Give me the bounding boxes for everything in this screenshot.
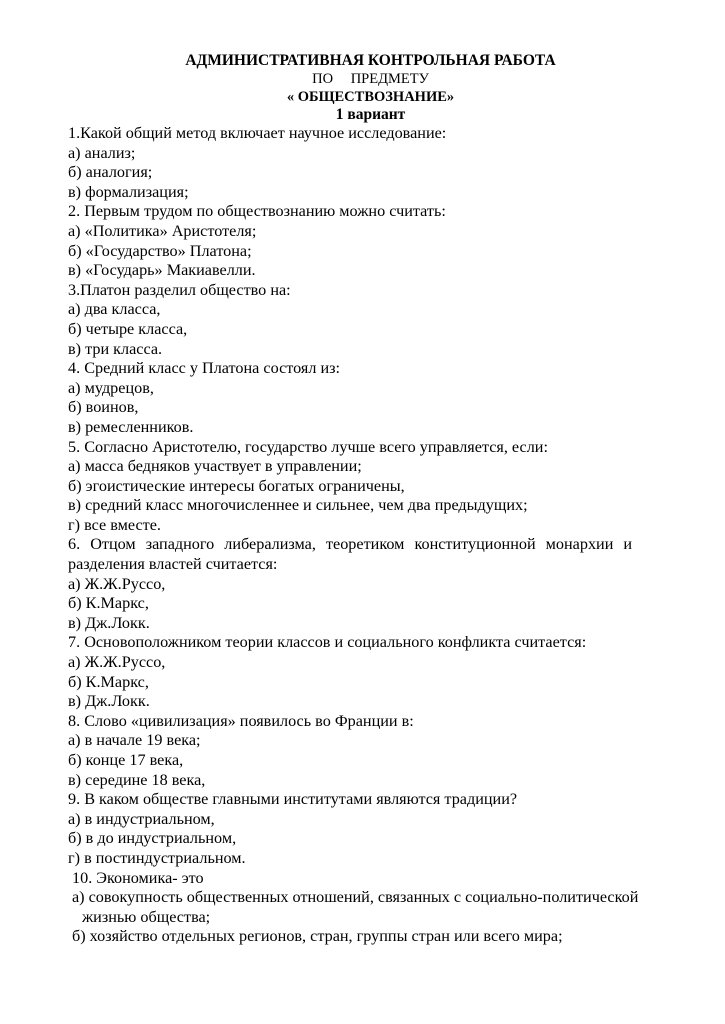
question-1: 1.Какой общий метод включает научное исследование: bbox=[68, 124, 447, 142]
answer-item: в) «Государь» Макиавелли. bbox=[68, 261, 256, 280]
answer-item: б) К.Маркс, bbox=[68, 672, 149, 691]
question-2: 2. Первым трудом по обществознанию можно считать: bbox=[68, 202, 446, 221]
variant-label: 1 вариант bbox=[335, 106, 406, 123]
answer-item: а) в индустриальном, bbox=[68, 809, 215, 828]
answer-item: б) эгоистические интересы богатых ограничены, bbox=[68, 476, 405, 495]
document-header bbox=[0, 52, 725, 124]
answer-item: в) Дж.Локк. bbox=[68, 692, 150, 711]
question-3: 3.Платон разделил общество на: bbox=[68, 280, 291, 299]
answer-item: б) «Государство» Платона; bbox=[68, 241, 252, 260]
question-10: 10. Экономика- это bbox=[72, 868, 204, 887]
answer-item: б) четыре класса, bbox=[68, 319, 188, 338]
answer-item: б) воинов, bbox=[68, 398, 139, 417]
answer-item: а) два класса, bbox=[68, 300, 161, 319]
answer-item: в) ремесленников. bbox=[68, 417, 194, 436]
question-7: 7. Основоположником теории классов и социального конфликта считается: bbox=[68, 633, 587, 652]
answer-item: в) Дж.Локк. bbox=[68, 613, 150, 632]
answer-item: г) в постиндустриальном. bbox=[68, 848, 246, 867]
answer-item: в) средний класс многочисленнее и сильнее, чем два предыдущих; bbox=[68, 496, 528, 515]
answer-item: а) масса бедняков участвует в управлении; bbox=[68, 457, 362, 476]
question-4: 4. Средний класс у Платона состоял из: bbox=[68, 359, 341, 378]
document-title: АДМИНИСТРАТИВНАЯ КОНТРОЛЬНАЯ РАБОТА bbox=[185, 52, 556, 69]
subject-name: « ОБЩЕСТВОЗНАНИЕ» bbox=[286, 89, 455, 105]
question-6-line-1: 6. Отцом западного либерализма, теоретиком конституционной монархии и bbox=[68, 535, 633, 554]
answer-item: б) К.Маркс, bbox=[68, 594, 149, 613]
answer-item: а) Ж.Ж.Руссо, bbox=[68, 653, 166, 672]
question-5: 5. Согласно Аристотелю, государство лучше всего управляется, если: bbox=[68, 437, 548, 456]
answer-item: б) аналогия; bbox=[68, 163, 153, 182]
document-subtitle: ПО ПРЕДМЕТУ bbox=[312, 71, 429, 87]
answer-item: б) конце 17 века, bbox=[68, 751, 184, 769]
answer-item: а) анализ; bbox=[68, 143, 136, 162]
questions-list bbox=[68, 124, 688, 947]
question-6-line-2: разделения властей считается: bbox=[68, 555, 278, 574]
answer-item: б) хозяйство отдельных регионов, стран, группы стран или всего мира; bbox=[72, 927, 563, 946]
answer-item: в) три класса. bbox=[68, 339, 163, 358]
answer-item: б) в до индустриальном, bbox=[68, 829, 237, 848]
answer-item: а) в начале 19 века; bbox=[68, 731, 201, 750]
question-8: 8. Слово «цивилизация» появилось во Франции в: bbox=[68, 711, 414, 730]
answer-item: в) формализация; bbox=[68, 182, 189, 201]
answer-item: г) все вместе. bbox=[68, 515, 161, 534]
answer-item: а) мудрецов, bbox=[68, 378, 154, 397]
question-9: 9. В каком обществе главными институтами являются традиции? bbox=[68, 790, 518, 809]
answer-item: а) «Политика» Аристотеля; bbox=[68, 221, 257, 240]
answer-item-continuation: жизнью общества; bbox=[82, 907, 211, 926]
answer-item: а) совокупность общественных отношений, связанных с социально-политической bbox=[72, 888, 639, 907]
answer-item: а) Ж.Ж.Руссо, bbox=[68, 574, 166, 593]
answer-item: в) середине 18 века, bbox=[68, 770, 206, 789]
